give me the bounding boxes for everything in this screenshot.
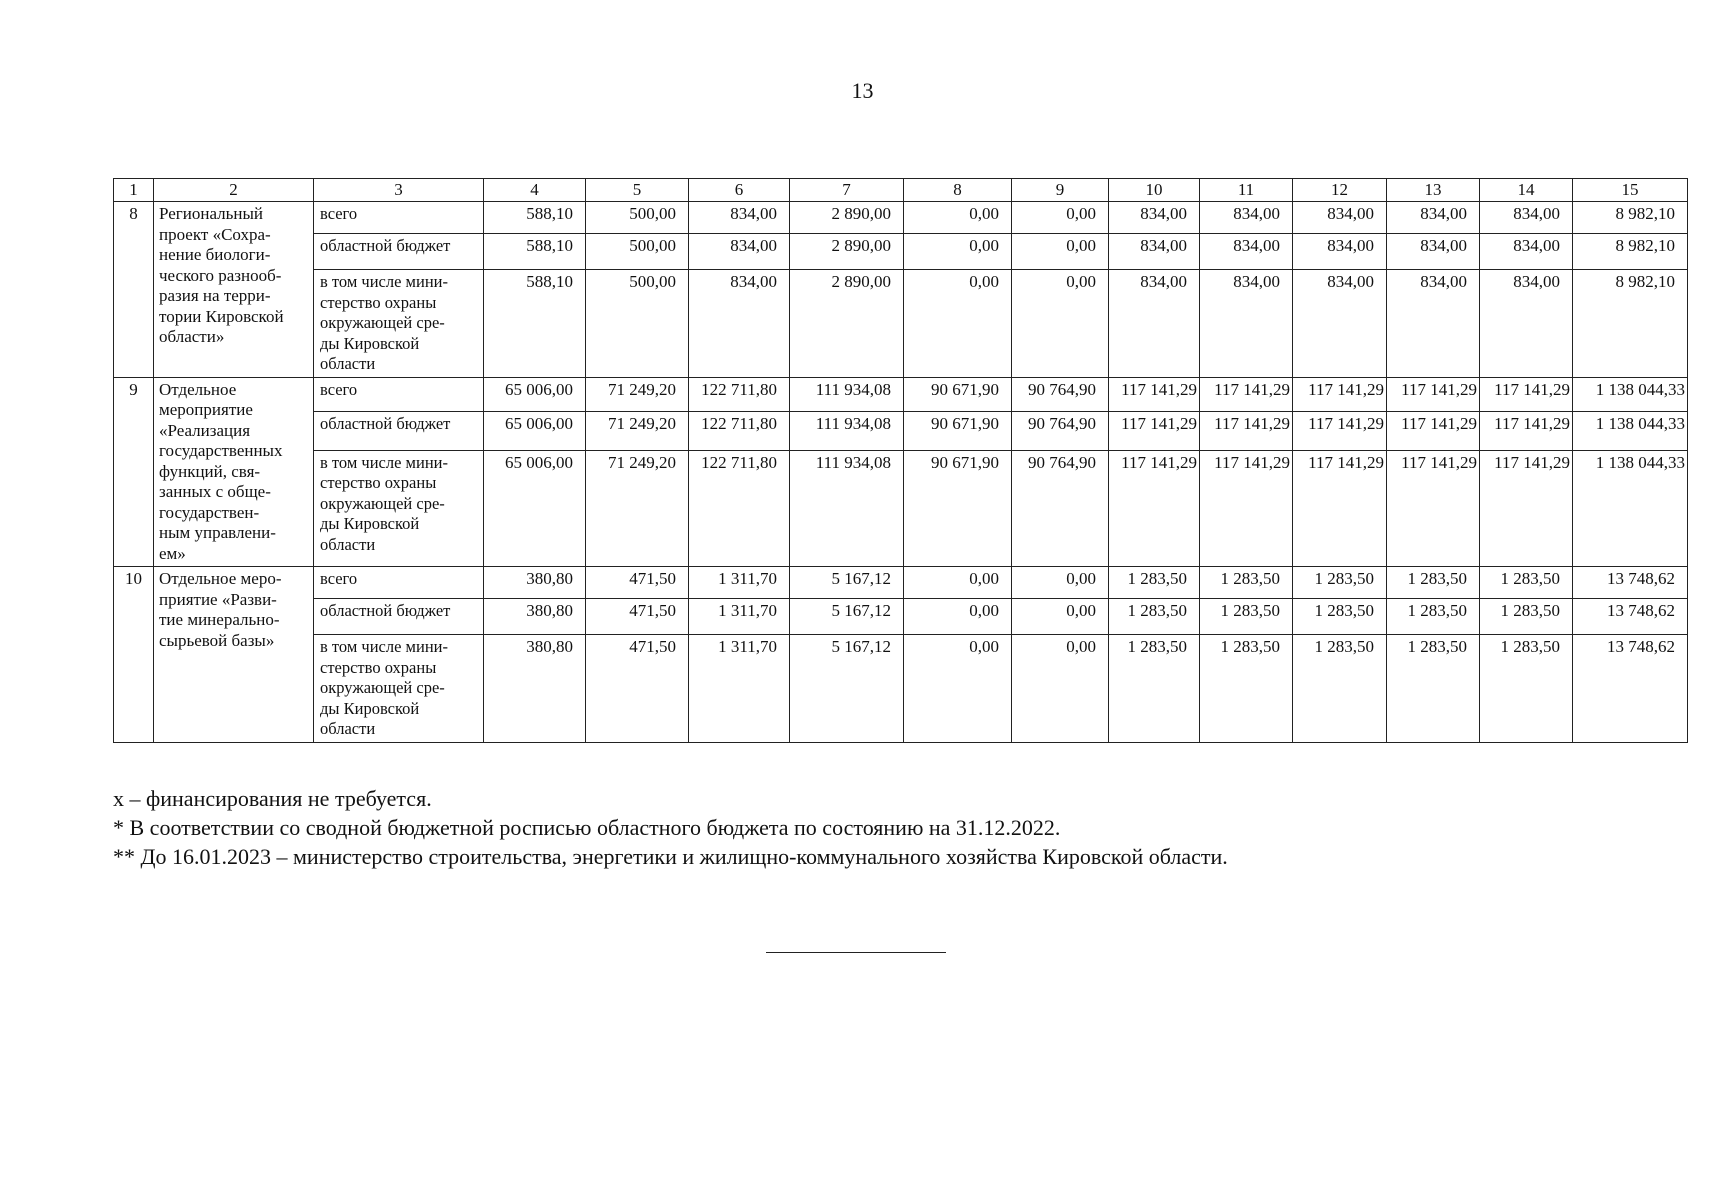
amount-cell: 117 141,29 <box>1200 377 1293 412</box>
page-number: 13 <box>851 78 874 103</box>
amount-cell: 0,00 <box>1012 202 1109 234</box>
amount-cell: 2 890,00 <box>790 202 904 234</box>
column-header: 5 <box>586 179 689 202</box>
measure-name-line: проект «Сохра- <box>159 224 271 244</box>
amount-cell: 13 748,62 <box>1573 599 1688 635</box>
amount-cell: 0,00 <box>1012 635 1109 743</box>
measure-name-line: нение биологи- <box>159 245 271 264</box>
amount-cell: 1 311,70 <box>689 599 790 635</box>
amount-cell: 2 890,00 <box>790 270 904 378</box>
amount-cell: 834,00 <box>1200 270 1293 378</box>
funding-source-line: области <box>320 354 376 373</box>
funding-source <box>314 599 484 635</box>
amount-cell: 588,10 <box>484 202 586 234</box>
funding-source <box>314 234 484 270</box>
amount-cell: 1 283,50 <box>1200 567 1293 599</box>
amount-cell: 117 141,29 <box>1293 450 1387 566</box>
funding-source-line: областной бюджет <box>320 414 451 434</box>
amount-cell: 1 283,50 <box>1293 635 1387 743</box>
funding-source-line: всего <box>320 204 358 223</box>
amount-cell: 834,00 <box>1200 202 1293 234</box>
funding-source-line: окружающей сре- <box>320 313 445 332</box>
amount-cell: 117 141,29 <box>1109 412 1200 451</box>
amount-cell: 834,00 <box>1109 234 1200 270</box>
amount-cell: 117 141,29 <box>1293 412 1387 451</box>
amount-cell: 0,00 <box>904 567 1012 599</box>
amount-cell: 13 748,62 <box>1573 635 1688 743</box>
column-header: 12 <box>1293 179 1387 202</box>
amount-cell: 834,00 <box>1387 234 1480 270</box>
funding-source-line: окружающей сре- <box>320 493 445 513</box>
funding-source <box>314 635 484 743</box>
amount-cell: 0,00 <box>904 270 1012 378</box>
table-row <box>114 234 1688 270</box>
separator-line <box>766 952 946 953</box>
measure-name-line: занных с обще- <box>159 482 271 501</box>
amount-cell: 0,00 <box>904 635 1012 743</box>
column-header: 4 <box>484 179 586 202</box>
funding-source <box>314 412 484 451</box>
measure-name-line: Отдельное меро- <box>159 569 282 588</box>
funding-source-line: в том числе мини- <box>320 452 448 472</box>
amount-cell: 122 711,80 <box>689 377 790 412</box>
table-body <box>114 179 1688 743</box>
amount-cell: 1 283,50 <box>1109 599 1200 635</box>
budget-table <box>113 178 1688 743</box>
footnote: х – финансирования не требуется. <box>113 786 432 811</box>
amount-cell: 71 249,20 <box>586 412 689 451</box>
column-header: 9 <box>1012 179 1109 202</box>
amount-cell: 117 141,29 <box>1480 377 1573 412</box>
amount-cell: 13 748,62 <box>1573 567 1688 599</box>
amount-cell: 1 311,70 <box>689 567 790 599</box>
measure-name-line: сырьевой базы» <box>159 630 275 650</box>
funding-source-line: области <box>320 534 376 554</box>
amount-cell: 2 890,00 <box>790 234 904 270</box>
amount-cell: 90 671,90 <box>904 377 1012 412</box>
footnotes <box>113 784 1228 871</box>
funding-source <box>314 377 484 412</box>
amount-cell: 834,00 <box>1293 270 1387 378</box>
measure-name-line: разия на терри- <box>159 286 271 305</box>
amount-cell: 111 934,08 <box>790 412 904 451</box>
amount-cell: 0,00 <box>904 234 1012 270</box>
amount-cell: 117 141,29 <box>1480 450 1573 566</box>
amount-cell: 1 283,50 <box>1109 567 1200 599</box>
amount-cell: 1 283,50 <box>1480 635 1573 743</box>
table-row <box>114 270 1688 378</box>
amount-cell: 65 006,00 <box>484 377 586 412</box>
amount-cell: 834,00 <box>1293 202 1387 234</box>
amount-cell: 1 283,50 <box>1387 599 1480 635</box>
amount-cell: 834,00 <box>1387 270 1480 378</box>
funding-source-line: в том числе мини- <box>320 637 448 656</box>
footnote: * В соответствии со сводной бюджетной росписью областного бюджета по состоянию на 31.12.2022. <box>113 815 1061 840</box>
amount-cell: 117 141,29 <box>1109 377 1200 412</box>
amount-cell: 1 138 044,33 <box>1573 412 1688 451</box>
amount-cell: 117 141,29 <box>1387 412 1480 451</box>
amount-cell: 834,00 <box>1387 202 1480 234</box>
measure-name-line: тие минерально- <box>159 610 280 629</box>
amount-cell: 834,00 <box>689 270 790 378</box>
column-header: 7 <box>790 179 904 202</box>
column-header: 3 <box>314 179 484 202</box>
amount-cell: 5 167,12 <box>790 567 904 599</box>
amount-cell: 117 141,29 <box>1293 377 1387 412</box>
amount-cell: 122 711,80 <box>689 412 790 451</box>
amount-cell: 8 982,10 <box>1573 234 1688 270</box>
funding-source <box>314 202 484 234</box>
amount-cell: 117 141,29 <box>1387 377 1480 412</box>
amount-cell: 834,00 <box>1480 234 1573 270</box>
amount-cell: 1 283,50 <box>1293 567 1387 599</box>
amount-cell: 5 167,12 <box>790 635 904 743</box>
column-header: 13 <box>1387 179 1480 202</box>
funding-source <box>314 567 484 599</box>
amount-cell: 5 167,12 <box>790 599 904 635</box>
amount-cell: 500,00 <box>586 270 689 378</box>
funding-source <box>314 450 484 566</box>
amount-cell: 0,00 <box>904 599 1012 635</box>
amount-cell: 71 249,20 <box>586 450 689 566</box>
funding-source-line: ды Кировской <box>320 333 420 353</box>
measure-name-line: тории Кировской <box>159 306 284 326</box>
amount-cell: 71 249,20 <box>586 377 689 412</box>
amount-cell: 1 138 044,33 <box>1573 450 1688 566</box>
amount-cell: 111 934,08 <box>790 377 904 412</box>
footnote: ** До 16.01.2023 – министерство строительства, энергетики и жилищно-коммунального хозяйства Кировской области. <box>113 844 1228 869</box>
amount-cell: 1 283,50 <box>1480 599 1573 635</box>
measure-name-line: «Реализация <box>159 420 251 440</box>
column-header: 6 <box>689 179 790 202</box>
column-header: 8 <box>904 179 1012 202</box>
table-row <box>114 450 1688 566</box>
amount-cell: 0,00 <box>1012 567 1109 599</box>
measure-name-line: Региональный <box>159 204 263 223</box>
amount-cell: 500,00 <box>586 202 689 234</box>
amount-cell: 471,50 <box>586 567 689 599</box>
column-header: 10 <box>1109 179 1200 202</box>
amount-cell: 500,00 <box>586 234 689 270</box>
amount-cell: 380,80 <box>484 635 586 743</box>
amount-cell: 90 764,90 <box>1012 377 1109 412</box>
row-index: 8 <box>114 202 154 378</box>
amount-cell: 117 141,29 <box>1109 450 1200 566</box>
amount-cell: 0,00 <box>904 202 1012 234</box>
table-row <box>114 635 1688 743</box>
funding-source-line: области <box>320 719 376 738</box>
funding-source-line: стерство охраны <box>320 657 437 677</box>
amount-cell: 834,00 <box>1200 234 1293 270</box>
amount-cell: 834,00 <box>1480 270 1573 378</box>
amount-cell: 834,00 <box>689 234 790 270</box>
amount-cell: 588,10 <box>484 270 586 378</box>
amount-cell: 90 671,90 <box>904 412 1012 451</box>
table-row <box>114 567 1688 599</box>
amount-cell: 380,80 <box>484 567 586 599</box>
amount-cell: 1 283,50 <box>1387 635 1480 743</box>
amount-cell: 834,00 <box>1109 202 1200 234</box>
table-row <box>114 377 1688 412</box>
amount-cell: 65 006,00 <box>484 450 586 566</box>
column-header: 11 <box>1200 179 1293 202</box>
funding-source-line: ды Кировской <box>320 698 420 718</box>
measure-name <box>154 567 314 743</box>
amount-cell: 90 764,90 <box>1012 450 1109 566</box>
row-index: 9 <box>114 377 154 567</box>
funding-source-line: ды Кировской <box>320 514 420 534</box>
row-index: 10 <box>114 567 154 743</box>
measure-name-line: Отдельное <box>159 379 237 399</box>
amount-cell: 588,10 <box>484 234 586 270</box>
amount-cell: 1 283,50 <box>1387 567 1480 599</box>
amount-cell: 1 283,50 <box>1200 635 1293 743</box>
measure-name <box>154 202 314 378</box>
amount-cell: 1 283,50 <box>1200 599 1293 635</box>
amount-cell: 65 006,00 <box>484 412 586 451</box>
measure-name <box>154 377 314 567</box>
amount-cell: 1 311,70 <box>689 635 790 743</box>
amount-cell: 117 141,29 <box>1480 412 1573 451</box>
amount-cell: 8 982,10 <box>1573 202 1688 234</box>
table-row <box>114 412 1688 451</box>
amount-cell: 90 671,90 <box>904 450 1012 566</box>
measure-name-line: приятие «Разви- <box>159 589 277 609</box>
funding-source <box>314 270 484 378</box>
measure-name-line: ческого разнооб- <box>159 265 282 285</box>
funding-source-line: окружающей сре- <box>320 678 445 697</box>
amount-cell: 1 283,50 <box>1109 635 1200 743</box>
amount-cell: 111 934,08 <box>790 450 904 566</box>
funding-source-line: в том числе мини- <box>320 272 448 291</box>
measure-name-line: мероприятие <box>159 400 253 419</box>
amount-cell: 117 141,29 <box>1200 412 1293 451</box>
funding-source-line: стерство охраны <box>320 292 437 312</box>
measure-name-line: ем» <box>159 543 186 563</box>
amount-cell: 471,50 <box>586 635 689 743</box>
measure-name-line: функций, свя- <box>159 461 261 481</box>
column-header: 2 <box>154 179 314 202</box>
amount-cell: 834,00 <box>1480 202 1573 234</box>
funding-source-line: областной бюджет <box>320 236 451 255</box>
amount-cell: 834,00 <box>1293 234 1387 270</box>
header-row <box>114 179 1688 202</box>
amount-cell: 122 711,80 <box>689 450 790 566</box>
column-header: 14 <box>1480 179 1573 202</box>
column-header: 15 <box>1573 179 1688 202</box>
amount-cell: 834,00 <box>689 202 790 234</box>
measure-name-line: государствен- <box>159 502 260 522</box>
amount-cell: 90 764,90 <box>1012 412 1109 451</box>
column-header: 1 <box>114 179 154 202</box>
amount-cell: 117 141,29 <box>1200 450 1293 566</box>
amount-cell: 0,00 <box>1012 599 1109 635</box>
funding-source-line: стерство охраны <box>320 473 437 493</box>
amount-cell: 1 283,50 <box>1293 599 1387 635</box>
amount-cell: 1 138 044,33 <box>1573 377 1688 412</box>
amount-cell: 8 982,10 <box>1573 270 1688 378</box>
measure-name-line: ным управлени- <box>159 523 276 542</box>
funding-source-line: областной бюджет <box>320 601 451 620</box>
amount-cell: 1 283,50 <box>1480 567 1573 599</box>
amount-cell: 834,00 <box>1109 270 1200 378</box>
funding-source-line: всего <box>320 379 358 399</box>
table-row <box>114 202 1688 234</box>
amount-cell: 471,50 <box>586 599 689 635</box>
amount-cell: 0,00 <box>1012 270 1109 378</box>
measure-name-line: области» <box>159 327 225 346</box>
amount-cell: 0,00 <box>1012 234 1109 270</box>
funding-source-line: всего <box>320 569 358 588</box>
table-row <box>114 599 1688 635</box>
measure-name-line: государственных <box>159 441 283 460</box>
amount-cell: 380,80 <box>484 599 586 635</box>
amount-cell: 117 141,29 <box>1387 450 1480 566</box>
